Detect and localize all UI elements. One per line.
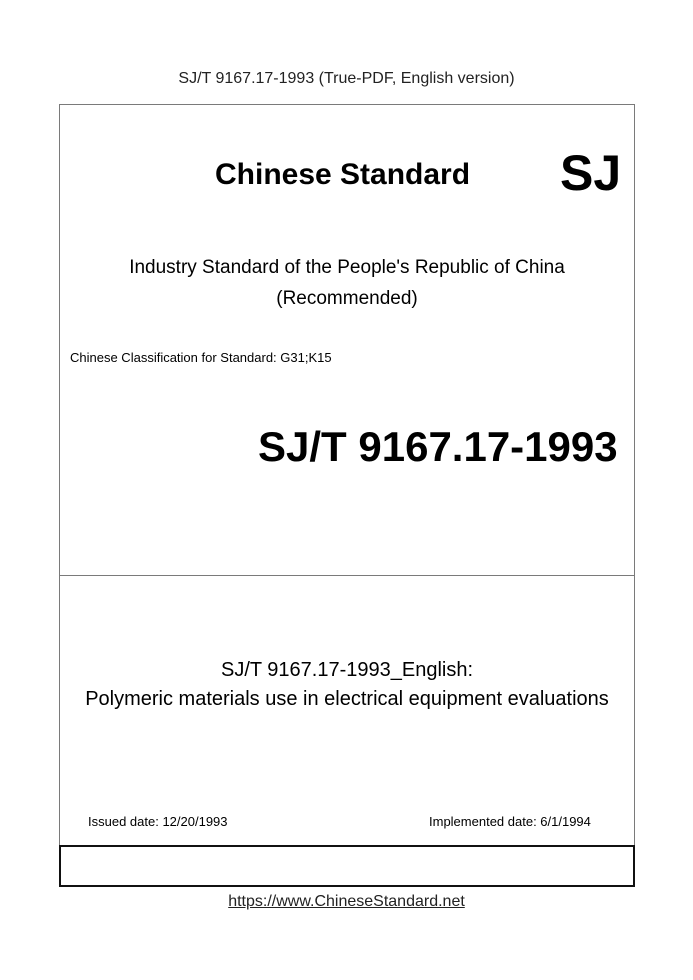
standard-number: SJ/T 9167.17-1993 — [258, 423, 618, 470]
issued-date: Issued date: 12/20/1993 — [88, 814, 228, 829]
cover-heading: Chinese Standard — [215, 158, 471, 191]
section-divider — [59, 575, 635, 576]
footer-box — [59, 845, 635, 887]
recommended-label: (Recommended) — [276, 288, 418, 309]
document-header: SJ/T 9167.17-1993 (True-PDF, English version) — [178, 70, 515, 87]
document-title-number: SJ/T 9167.17-1993_English: — [220, 659, 474, 681]
website-link[interactable]: https://www.ChineseStandard.net — [228, 893, 465, 910]
document-title-text: Polymeric materials use in electrical equipment evaluations — [85, 688, 609, 710]
standard-code-badge: SJ — [560, 145, 622, 201]
cover-frame — [59, 104, 635, 887]
industry-standard-line: Industry Standard of the People's Republic of China — [129, 257, 565, 278]
classification-line: Chinese Classification for Standard: G31;K15 — [70, 350, 332, 365]
implemented-date: Implemented date: 6/1/1994 — [429, 814, 591, 829]
